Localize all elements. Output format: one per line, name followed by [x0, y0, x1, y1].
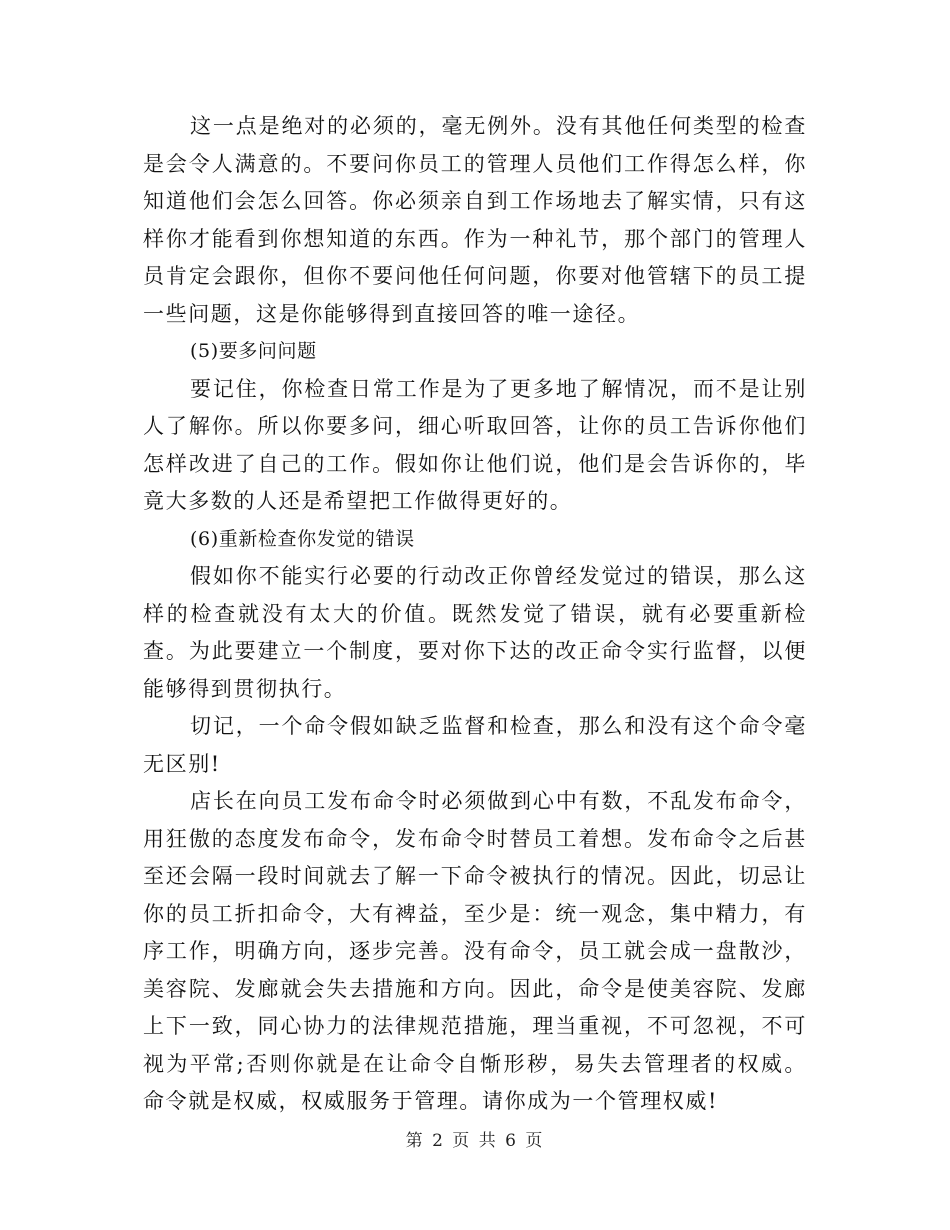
paragraph-ask-questions: 要记住，你检查日常工作是为了更多地了解情况，而不是让别人了解你。所以你要多问，细心听取回答，让你的员工告诉你他们怎样改进了自己的工作。假如你让他们说，他们是会告诉你的，毕竟大多数的人还是希望把工作做得更好的。 — [143, 376, 807, 513]
section-heading-5: (5)要多问问题 — [190, 340, 317, 362]
paragraph-manager-commands: 店长在向员工发布命令时必须做到心中有数，不乱发布命令，用狂傲的态度发布命令，发布命令时替员工着想。发布命令之后甚至还会隔一段时间就去了解一下命令被执行的情况。因此，切忌让你的员工折扣命令，大有裨益，至少是：统一观念，集中精力，有序工作，明确方向，逐步完善。没有命令，员工就会成一盘散沙，美容院、发廊就会失去措施和方向。因此，命令是使美容院、发廊上下一致，同心协力的法律规范措施，理当重视，不可忽视，不可视为平常;否则你就是在让命令自惭形秽，易失去管理者的权威。命令就是权威，权威服务于管理。请你成为一个管理权威! — [143, 789, 807, 1113]
paragraph-inspection-necessity: 这一点是绝对的必须的，毫无例外。没有其他任何类型的检查是会令人满意的。不要问你员工的管理人员他们工作得怎么样，你知道他们会怎么回答。你必须亲自到工作场地去了解实情，只有这样你才能看到你想知道的东西。作为一种礼节，那个部门的管理人员肯定会跟你，但你不要问他任何问题，你要对他管辖下的员工提一些问题，这是你能够得到直接回答的唯一途径。 — [143, 114, 807, 326]
paragraph-remember-supervision: 切记，一个命令假如缺乏监督和检查，那么和没有这个命令毫无区别! — [143, 714, 807, 776]
document-page — [143, 108, 807, 1121]
section-heading-6: (6)重新检查你发觉的错误 — [190, 527, 415, 550]
paragraph-recheck-errors: 假如你不能实行必要的行动改正你曾经发觉过的错误，那么这样的检查就没有太大的价值。既然发觉了错误，就有必要重新检查。为此要建立一个制度，要对你下达的改正命令实行监督，以便能够得到贯彻执行。 — [143, 564, 807, 701]
page-footer: 第 2 页 共 6 页 — [405, 1131, 545, 1151]
